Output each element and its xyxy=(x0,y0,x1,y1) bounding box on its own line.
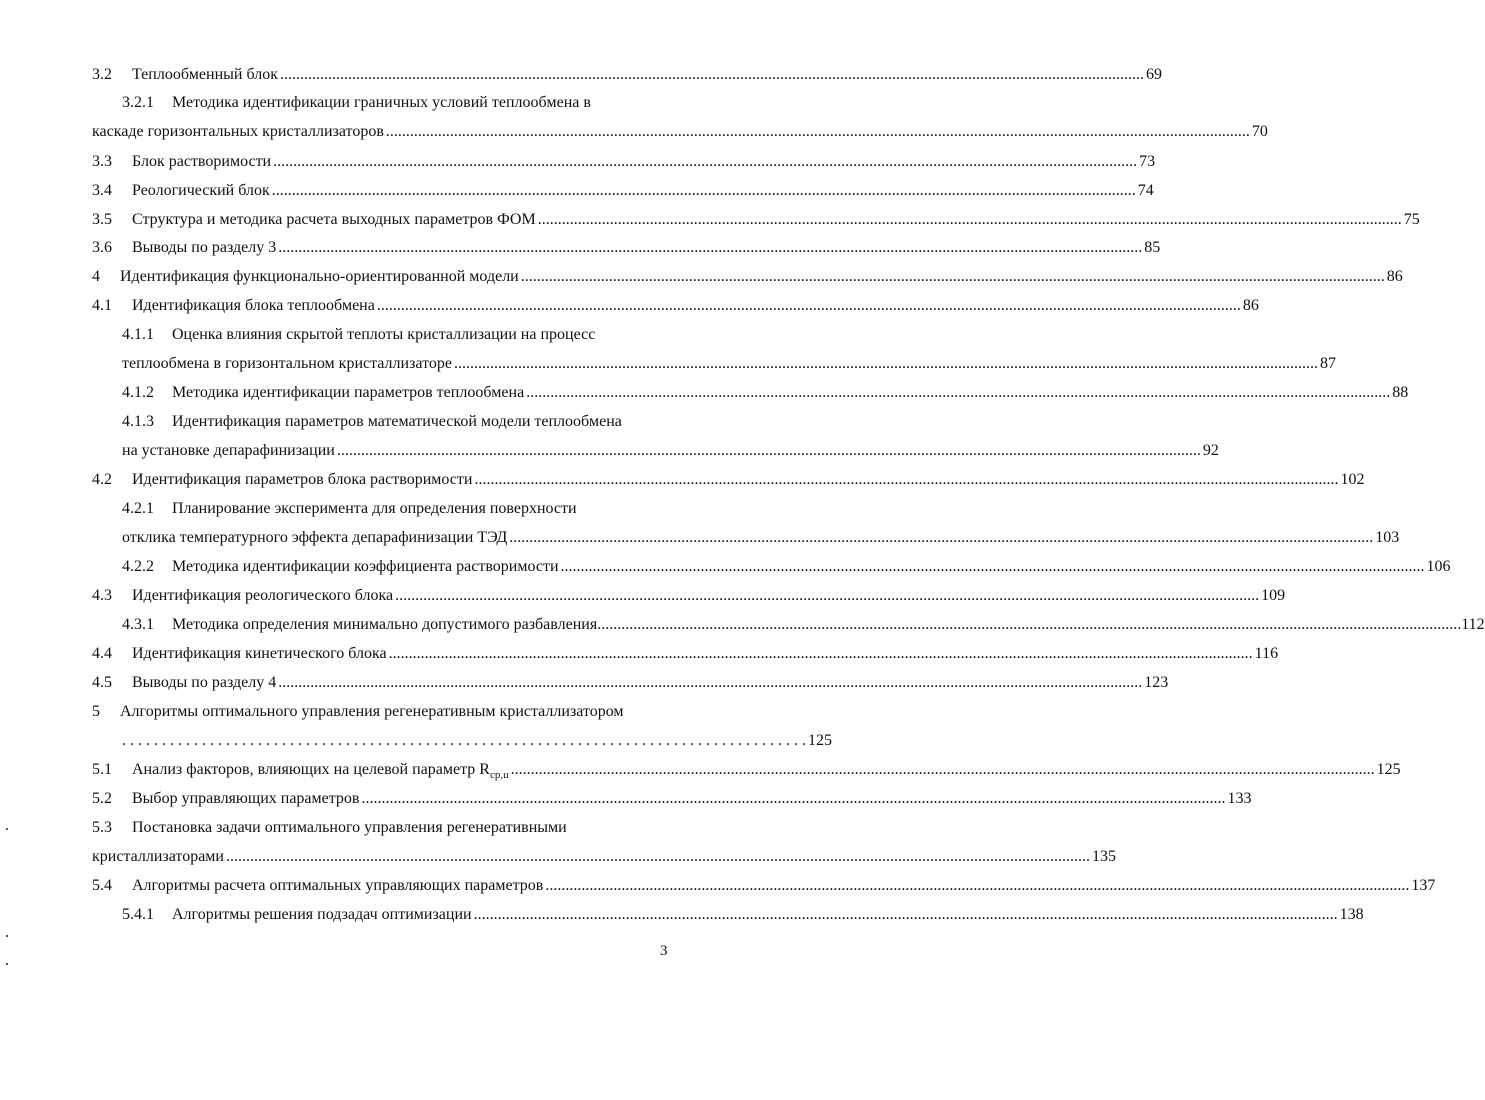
toc-page: 69 xyxy=(1145,66,1162,83)
toc-title: Методика определения минимально допустимого разбавления xyxy=(172,616,598,633)
dot-leader xyxy=(386,119,1250,145)
toc-title-subscript: cp,u xyxy=(489,769,509,782)
toc-number: 3.3 xyxy=(92,153,112,170)
toc-entry-4-3-1 xyxy=(122,612,1485,638)
dot-leader xyxy=(278,670,1142,696)
toc-title: Теплообменный блок xyxy=(132,66,278,83)
toc-page: 88 xyxy=(1392,384,1409,401)
toc-entry-5-2 xyxy=(92,786,1252,812)
toc-page: 125 xyxy=(1376,761,1401,778)
toc-title: Идентификация функционально-ориентированной модели xyxy=(120,268,519,285)
toc-entry-5-4-1 xyxy=(122,902,1364,928)
scan-speck xyxy=(6,828,8,830)
toc-title: Алгоритмы решения подзадач оптимизации xyxy=(172,906,472,923)
toc-title: Структура и методика расчета выходных параметров ФОМ xyxy=(132,211,536,228)
dot-leader xyxy=(597,612,1461,638)
toc-number: 4.1.2 xyxy=(122,384,154,401)
toc-number: 4.1.1 xyxy=(122,326,154,343)
toc-number: 3.5 xyxy=(92,211,112,228)
toc-entry-4-2-2 xyxy=(122,554,1451,580)
toc-number: 4.3 xyxy=(92,587,112,604)
scan-speck xyxy=(6,963,8,965)
toc-title: Постановка задачи оптимального управления регенеративными xyxy=(132,819,567,836)
toc-number: 4.2.2 xyxy=(122,558,154,575)
toc-page: 102 xyxy=(1340,471,1365,488)
dot-leader xyxy=(280,62,1144,88)
toc-entry-4-1-3-cont xyxy=(122,438,1219,464)
dot-leader xyxy=(561,554,1425,580)
toc-page: 85 xyxy=(1144,239,1161,256)
toc-entry-4-2-1-cont xyxy=(122,525,1400,551)
toc-page: 109 xyxy=(1261,587,1286,604)
toc-page: 87 xyxy=(1319,355,1336,372)
toc-entry-3-6 xyxy=(92,235,1161,261)
toc-title: Оценка влияния скрытой теплоты кристаллизации на процесс xyxy=(172,326,596,343)
toc-title: Идентификация реологического блока xyxy=(132,587,394,604)
toc-number: 3.2 xyxy=(92,66,112,83)
toc-page: 123 xyxy=(1144,674,1169,691)
scan-speck xyxy=(6,935,8,937)
dot-leader xyxy=(509,525,1373,551)
toc-page: 92 xyxy=(1202,442,1219,459)
toc-entry-4-2 xyxy=(92,467,1365,493)
toc-page: 75 xyxy=(1403,211,1420,228)
toc-entry-3-2-1 xyxy=(122,90,672,116)
toc-page: 137 xyxy=(1411,877,1436,894)
toc-title-cont: кристаллизаторами xyxy=(92,848,224,865)
dot-leader xyxy=(545,873,1409,899)
dot-leader xyxy=(474,902,1338,928)
dot-leader xyxy=(337,438,1201,464)
toc-number: 4 xyxy=(92,268,100,285)
toc-title-cont: на установке депарафинизации xyxy=(122,442,335,459)
dot-leader xyxy=(538,207,1402,233)
toc-entry-3-4 xyxy=(92,178,1154,204)
toc-entry-4 xyxy=(92,264,1403,290)
toc-entry-5-4 xyxy=(92,873,1436,899)
toc-title-main: Анализ факторов, влияющих на целевой параметр R xyxy=(132,761,490,778)
toc-title: Идентификация блока теплообмена xyxy=(132,297,375,314)
dot-leader xyxy=(389,641,1253,667)
toc-number: 4.4 xyxy=(92,645,112,662)
toc-page: 70 xyxy=(1251,123,1268,140)
toc-title-cont: теплообмена в горизонтальном кристаллизаторе xyxy=(122,355,452,372)
dot-leader xyxy=(273,149,1137,175)
toc-title: Планирование эксперимента для определения поверхности xyxy=(172,500,577,517)
toc-entry-5-3 xyxy=(92,815,672,841)
toc-number: 5 xyxy=(92,703,100,720)
toc-number: 4.1 xyxy=(92,297,112,314)
toc-entry-3-5 xyxy=(92,207,1420,233)
toc-entry-4-1-1-cont xyxy=(122,351,1336,377)
toc-title: Идентификация параметров блока растворимости xyxy=(132,471,473,488)
dot-leader xyxy=(474,467,1338,493)
toc-title: Идентификация параметров математической модели теплообмена xyxy=(172,413,622,430)
toc-number: 3.2.1 xyxy=(122,94,154,111)
toc-entry-4-3 xyxy=(92,583,1286,609)
toc-title: Реологический блок xyxy=(132,182,270,199)
dot-leader xyxy=(526,380,1390,406)
dot-leader xyxy=(454,351,1318,377)
toc-entry-5-1 xyxy=(92,757,1401,783)
dot-leader xyxy=(395,583,1259,609)
toc-entry-4-1-1 xyxy=(122,322,672,348)
toc-number: 5.4 xyxy=(92,877,112,894)
toc-title: Алгоритмы расчета оптимальных управляющих параметров xyxy=(132,877,544,894)
toc-page: 112 xyxy=(1461,616,1485,633)
toc-number: 3.4 xyxy=(92,182,112,199)
toc-title: Выводы по разделу 3 xyxy=(132,239,277,256)
toc-title: Методика идентификации граничных условий теплообмена в xyxy=(172,94,591,111)
toc-entry-3-2-1-cont xyxy=(92,119,1268,145)
toc-page: 138 xyxy=(1339,906,1364,923)
toc-title-cont: каскаде горизонтальных кристаллизаторов xyxy=(92,123,384,140)
toc-page: 73 xyxy=(1139,153,1156,170)
toc-title: Выбор управляющих параметров xyxy=(132,790,360,807)
toc-entry-5-cont xyxy=(122,728,832,754)
toc-number: 5.1 xyxy=(92,761,112,778)
toc-entry-3-2 xyxy=(92,62,1162,88)
toc-page: 116 xyxy=(1254,645,1279,662)
toc-number: 4.2.1 xyxy=(122,500,154,517)
toc-page: 86 xyxy=(1386,268,1403,285)
toc-title xyxy=(132,757,509,788)
dot-leader xyxy=(272,178,1136,204)
toc-title: Методика идентификации параметров теплообмена xyxy=(172,384,525,401)
toc-title-cont: отклика температурного эффекта депарафинизации ТЭД xyxy=(122,529,508,546)
toc-page: 106 xyxy=(1426,558,1451,575)
dot-leader xyxy=(226,844,1090,870)
toc-title: Методика идентификации коэффициента растворимости xyxy=(172,558,559,575)
dot-leader xyxy=(122,728,806,754)
toc-entry-4-2-1 xyxy=(122,496,672,522)
toc-entry-4-1 xyxy=(92,293,1259,319)
toc-entry-5-3-cont xyxy=(92,844,1116,870)
dot-leader xyxy=(377,293,1241,319)
toc-entry-3-3 xyxy=(92,149,1156,175)
toc-page: 133 xyxy=(1227,790,1252,807)
toc-number: 4.3.1 xyxy=(122,616,154,633)
toc-number: 5.3 xyxy=(92,819,112,836)
dot-leader xyxy=(521,264,1385,290)
toc-entry-4-1-2 xyxy=(122,380,1409,406)
page-number: 3 xyxy=(660,943,668,959)
toc-number: 4.1.3 xyxy=(122,413,154,430)
toc-title: Выводы по разделу 4 xyxy=(132,674,277,691)
toc-page: 135 xyxy=(1091,848,1116,865)
dot-leader xyxy=(511,757,1375,783)
toc-title: Блок растворимости xyxy=(132,153,272,170)
toc-page: 74 xyxy=(1137,182,1154,199)
toc-title: Идентификация кинетического блока xyxy=(132,645,387,662)
toc-number: 3.6 xyxy=(92,239,112,256)
toc-entry-4-1-3 xyxy=(122,409,672,435)
toc-page: 103 xyxy=(1375,529,1400,546)
toc-entry-4-4 xyxy=(92,641,1279,667)
toc-page: 86 xyxy=(1242,297,1259,314)
toc-number: 5.4.1 xyxy=(122,906,154,923)
toc-page: 125 xyxy=(808,732,832,749)
dot-leader xyxy=(278,235,1142,261)
dot-leader xyxy=(361,786,1225,812)
toc-title: Алгоритмы оптимального управления регенеративным кристаллизатором xyxy=(120,703,624,720)
toc-entry-4-5 xyxy=(92,670,1169,696)
toc-number: 4.2 xyxy=(92,471,112,488)
toc-number: 5.2 xyxy=(92,790,112,807)
toc-number: 4.5 xyxy=(92,674,112,691)
toc-entry-5 xyxy=(92,699,672,725)
